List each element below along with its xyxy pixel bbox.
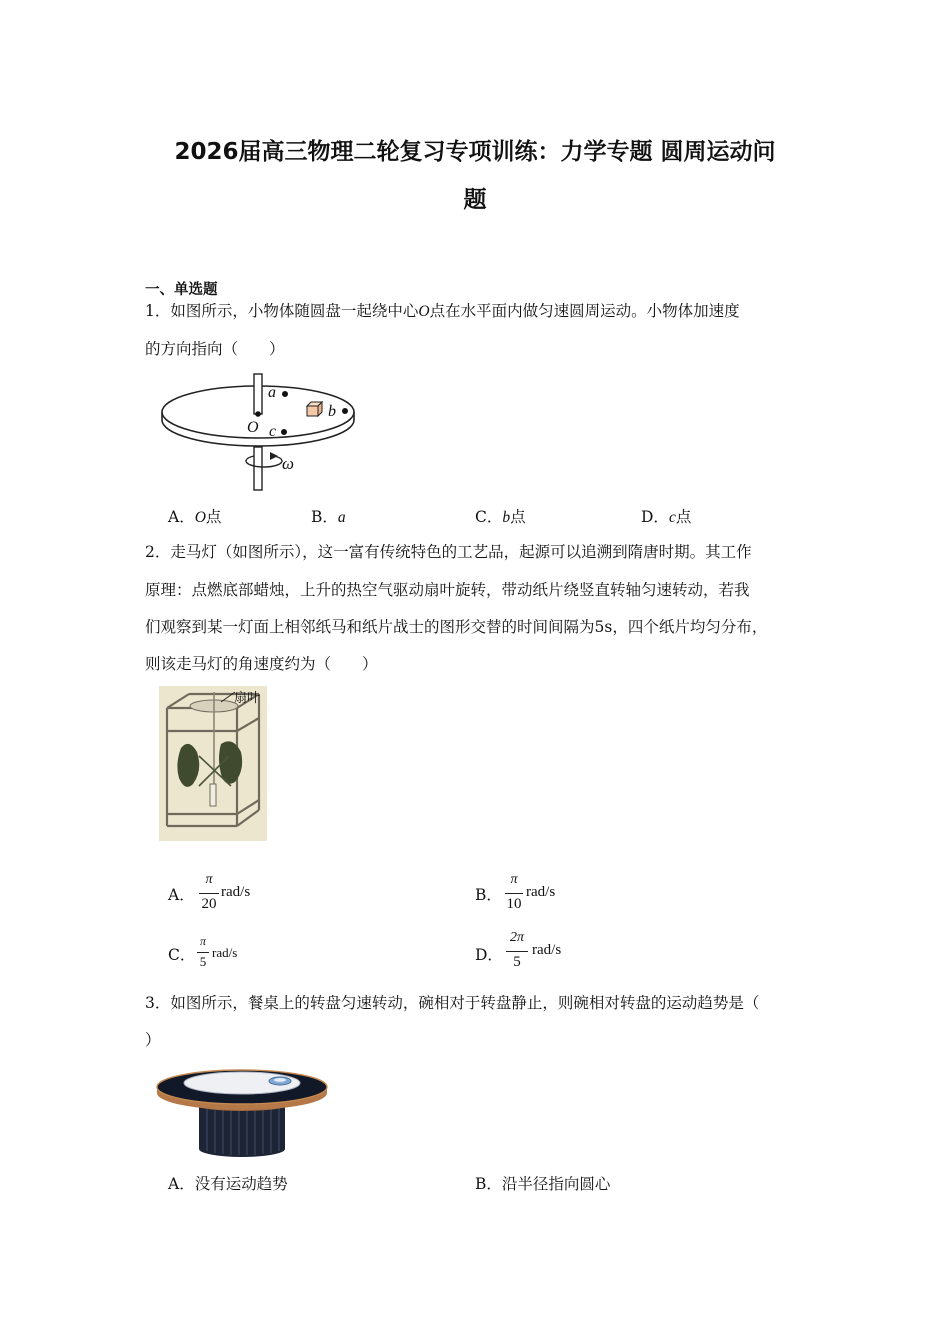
lantern-figure (159, 686, 267, 841)
q1-option-d[interactable] (641, 510, 691, 526)
page-title-line-2: 题 (463, 187, 487, 213)
q2-option-c-fraction (196, 934, 210, 974)
q2-stem-line-3: 们观察到某一灯面上相邻纸马和纸片战士的图形交替的时间间隔为5s，四个纸片均匀分布， (145, 618, 768, 636)
rotating-disc-figure (150, 370, 365, 495)
option-label: A． (168, 508, 195, 526)
q2-option-d-unit: rad/s (532, 942, 562, 958)
q1-option-c[interactable] (475, 510, 526, 526)
q1-stem-line-1 (145, 304, 740, 320)
q2-stem-line-4: 则该走马灯的角速度约为（ ） (145, 655, 378, 673)
fraction-bar (199, 893, 219, 894)
denominator: 20 (201, 896, 217, 912)
figure-label-a: a (268, 384, 276, 401)
q1-center-var: O (418, 303, 430, 320)
q2-option-b-unit: rad/s (526, 884, 556, 900)
q2-option-a-unit: rad/s (221, 884, 251, 900)
q2-option-a-label[interactable]: A． (168, 886, 195, 904)
numerator: π (205, 872, 213, 887)
fraction-bar (506, 951, 528, 952)
q2-stem-line-2: 原理：点燃底部蜡烛，上升的热空气驱动扇叶旋转，带动纸片绕竖直转轴匀速转动，若我 (145, 581, 750, 599)
q2-option-a-fraction (198, 872, 220, 916)
q2-option-d-fraction (505, 930, 529, 974)
q2-option-b-fraction (504, 872, 524, 916)
q2-option-c-label[interactable]: C． (168, 946, 196, 964)
dining-table-figure (155, 1063, 330, 1158)
fraction-bar (505, 893, 523, 894)
figure-label-o: O (247, 419, 259, 436)
option-var: a (337, 509, 346, 526)
q1-stem-text: 1．如图所示，小物体随圆盘一起绕中心 (145, 302, 419, 320)
figure-label-omega: ω (282, 454, 295, 473)
denominator: 10 (506, 896, 522, 912)
option-label: D． (641, 508, 669, 526)
q2-option-d-label[interactable]: D． (475, 946, 503, 964)
option-suffix: 点 (205, 508, 222, 526)
figure-label-c: c (269, 423, 277, 440)
q3-option-b[interactable]: B．沿半径指向圆心 (475, 1175, 611, 1193)
q2-option-b-label[interactable]: B． (475, 886, 502, 904)
q2-option-c-unit: rad/s (212, 945, 238, 960)
q3-stem-line-2: ） (145, 1031, 161, 1049)
q3-option-a[interactable]: A．没有运动趋势 (168, 1175, 288, 1193)
option-var: c (668, 509, 676, 526)
q2-stem-line-1: 2．走马灯（如图所示），这一富有传统特色的工艺品，起源可以追溯到隋唐时期。其工作 (145, 543, 752, 561)
section-heading: 一、单选题 (145, 282, 218, 298)
option-label: B． (311, 508, 338, 526)
q1-option-a[interactable] (168, 510, 221, 526)
option-suffix: 点 (510, 508, 526, 526)
q1-option-b[interactable] (311, 510, 346, 526)
denominator: 5 (513, 954, 521, 970)
option-var: O (194, 509, 206, 526)
figure-label-b: b (328, 403, 336, 420)
option-var: b (502, 509, 511, 526)
page-title-line-1: 2026届高三物理二轮复习专项训练：力学专题 圆周运动问 (174, 139, 776, 165)
option-label: C． (475, 508, 503, 526)
fraction-bar (197, 952, 209, 953)
q1-stem-line-2: 的方向指向（ ） (145, 340, 285, 358)
numerator: 2π (509, 930, 524, 945)
numerator: π (510, 872, 518, 887)
numerator: π (199, 934, 206, 948)
q1-stem-text-2: 点在水平面内做匀速圆周运动。小物体加速度 (429, 302, 740, 320)
fan-blade-label: 扇叶 (234, 691, 261, 706)
q3-stem-line-1: 3．如图所示，餐桌上的转盘匀速转动，碗相对于转盘静止，则碗相对转盘的运动趋势是（ (145, 994, 760, 1012)
denominator: 5 (199, 954, 207, 969)
option-suffix: 点 (675, 508, 692, 526)
